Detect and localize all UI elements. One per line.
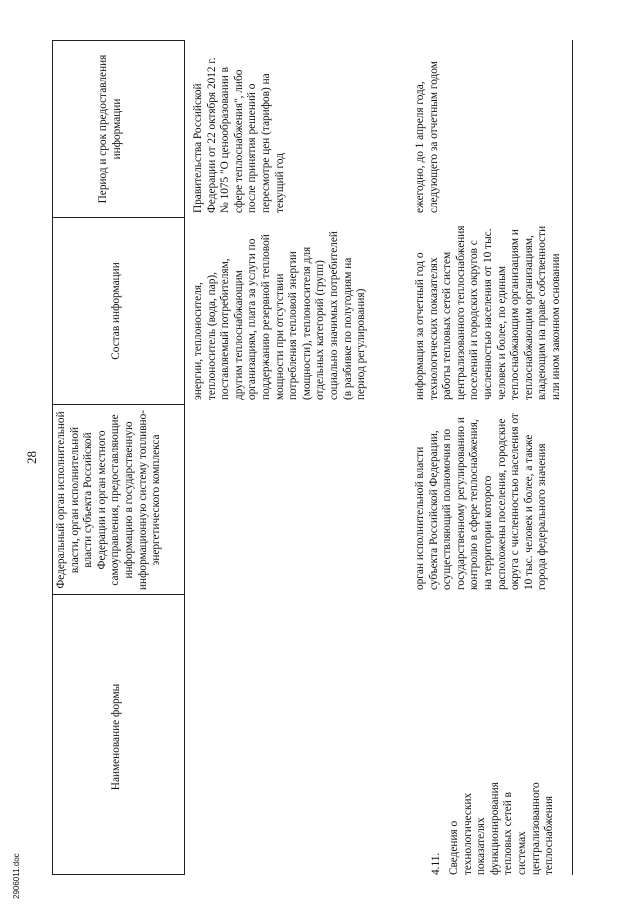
row-2-period: ежегодно, до 1 апреля года, следующего за отчетным годом (414, 61, 440, 213)
info-table (52, 40, 572, 875)
footer-code-text: 2906011.doc (12, 853, 21, 899)
header-form-name: Наименование формы (110, 683, 122, 791)
row-1-composition: энергии, теплоносителя, теплоноситель (вода, пар), поставляемый потребителям, другим теплоснабжающим организациям, плата за услуги по поддержанию резервной тепловой мощности при отсутствии потребления тепловой энергии (мощности), теплоносителя для отдельных категорий (групп) социально значимых потребителей (в разбивке по полугодиям на период регулирования) (192, 231, 368, 400)
header-composition: Состав информации (110, 262, 122, 360)
page-number: 28 (24, 451, 39, 464)
rotated-table-area (24, 40, 572, 875)
row-1-period: Правительства Российской Федерации от 22 октября 2012 г. № 1075 "О ценообразовании в сфере теплоснабжения", либо после принятия решений о пересмотре цен (тарифов) на текущий год (192, 57, 286, 213)
col-divider-3 (52, 217, 184, 218)
header-bottom-border (184, 40, 185, 875)
table-top-border (52, 40, 53, 875)
col-divider-1 (52, 594, 184, 595)
table-right-border (52, 40, 184, 41)
row-2-form-name: Сведения о технологических показателях функционирования тепловых сетей в системах централизованного теплоснабжения (448, 782, 556, 875)
header-organ: Федеральный орган исполнительной власти, орган исполнительной власти субъекта Российской Федерации и орган местного самоуправления, предоставляющие информацию в государственную информационную систему топливно-энергетического комплекса (55, 410, 163, 590)
table-bottom-border (572, 40, 573, 875)
col-divider-2 (52, 404, 184, 405)
footer-code (6, 853, 26, 899)
row-2-composition: информация за отчетный год о технологических показателях работы тепловых сетей систем централизованного теплоснабжения поселений и городских округов с численностью населения от 10 тыс. человек и более, по единым теплоснабжающим организациям и теплоснабжающим организациям, владеющим на праве собственности или ином законном основании (414, 225, 562, 400)
row-2-number: 4.11. (430, 852, 442, 875)
table-left-border (52, 874, 184, 875)
header-period: Период и срок предоставления информации (97, 54, 123, 204)
row-2-organ: орган исполнительной власти субъекта Российской Федерации, осуществляющий полномочия по государственному регулированию и контролю в сфере теплоснабжения, на территории которого расположены поселения, городские округа с численностью населения от 10 тыс. человек и более, а также города федерального значения (414, 413, 549, 590)
